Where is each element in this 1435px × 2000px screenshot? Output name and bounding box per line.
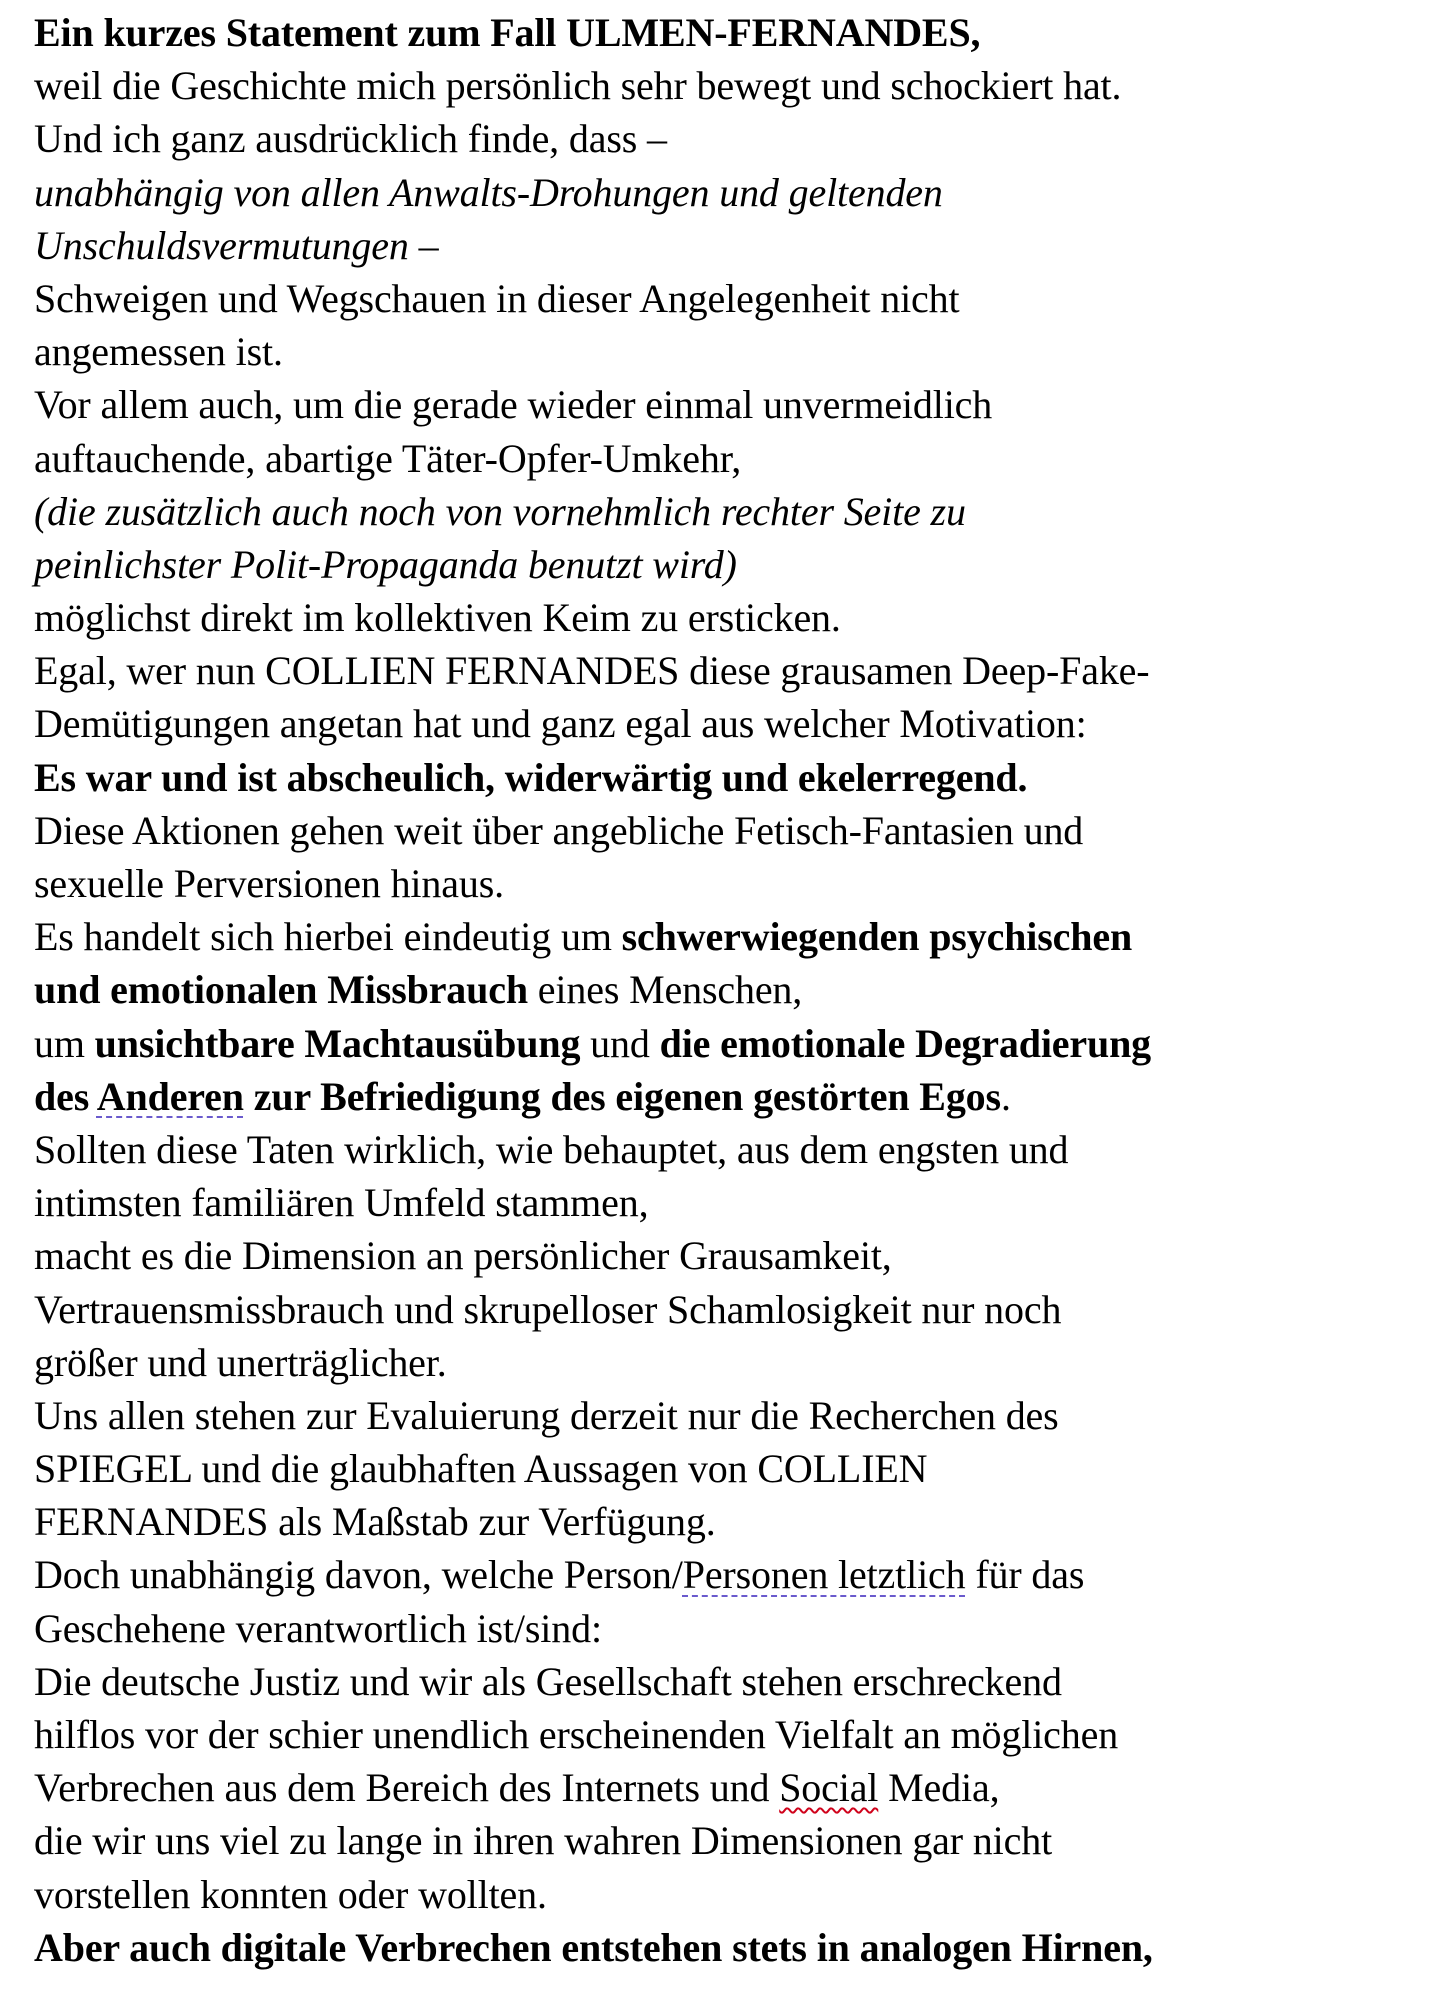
text-line: weil die Geschichte mich persönlich sehr bewegt und schockiert hat.: [34, 63, 1122, 109]
text-line: Geschehene verantwortlich ist/sind:: [34, 1605, 602, 1651]
document-title: Ein kurzes Statement zum Fall ULMEN-FERNANDES,: [34, 10, 981, 55]
text-line: die wir uns viel zu lange in ihren wahren Dimensionen gar nicht: [34, 1818, 1053, 1864]
text-line: FERNANDES als Maßstab zur Verfügung.: [34, 1499, 716, 1545]
text-line: intimsten familiären Umfeld stammen,: [34, 1180, 649, 1226]
bold-text-run: und emotionalen Missbrauch: [34, 967, 528, 1013]
text-line: [34, 1070, 1394, 1123]
text-line: Vertrauensmissbrauch und skrupelloser Schamlosigkeit nur noch: [34, 1286, 1062, 1332]
text-line: Egal, wer nun COLLIEN FERNANDES diese grausamen Deep-Fake-: [34, 648, 1150, 694]
text-run: für das: [965, 1552, 1085, 1598]
spelling-flagged-word[interactable]: Social: [779, 1765, 879, 1811]
text-line: SPIEGEL und die glaubhaften Aussagen von COLLIEN: [34, 1446, 928, 1492]
bold-text-run: des: [34, 1073, 97, 1119]
bold-text-run: schwerwiegenden psychischen: [621, 914, 1133, 960]
text-line: vorstellen konnten oder wollten.: [34, 1871, 547, 1917]
bold-text-line: Aber auch digitale Verbrechen entstehen stets in analogen Hirnen,: [34, 1924, 1153, 1970]
text-line: [34, 1548, 1394, 1601]
text-run: Verbrechen aus dem Bereich des Internets und: [34, 1765, 780, 1811]
grammar-flagged-word[interactable]: Anderen: [96, 1073, 244, 1119]
bold-text-run: zur Befriedigung des eigenen gestörten Egos: [243, 1073, 1001, 1119]
text-line: angemessen ist.: [34, 329, 283, 375]
grammar-flagged-phrase[interactable]: Personen letztlich: [682, 1552, 966, 1598]
document-body[interactable]: [34, 6, 1394, 1974]
text-run: Media,: [878, 1765, 1000, 1811]
text-line: Vor allem auch, um die gerade wieder einmal unvermeidlich: [34, 382, 993, 428]
text-run: Es handelt sich hierbei eindeutig um: [34, 914, 622, 960]
text-line: Demütigungen angetan hat und ganz egal aus welcher Motivation:: [34, 701, 1087, 747]
text-line: Die deutsche Justiz und wir als Gesellschaft stehen erschreckend: [34, 1658, 1062, 1704]
text-line: Uns allen stehen zur Evaluierung derzeit nur die Recherchen des: [34, 1392, 1059, 1438]
text-run: um: [34, 1020, 95, 1066]
text-line: sexuelle Perversionen hinaus.: [34, 861, 504, 906]
italic-text-line: Unschuldsvermutungen –: [34, 222, 439, 268]
text-line: Sollten diese Taten wirklich, wie behauptet, aus dem engsten und: [34, 1126, 1069, 1172]
text-line: macht es die Dimension an persönlicher Grausamkeit,: [34, 1233, 892, 1279]
text-line: [34, 1017, 1394, 1070]
text-line: auftauchende, abartige Täter-Opfer-Umkehr,: [34, 435, 742, 481]
text-run: .: [1000, 1073, 1011, 1119]
text-line: [34, 1761, 1394, 1814]
italic-text-line: peinlichster Polit-Propaganda benutzt wird): [34, 541, 737, 587]
bold-text-run: die emotionale Degradierung: [659, 1020, 1152, 1066]
italic-text-line: unabhängig von allen Anwalts-Drohungen und geltenden: [34, 169, 943, 215]
bold-text-run: unsichtbare Machtausübung: [94, 1020, 581, 1066]
text-line: Diese Aktionen gehen weit über angebliche Fetisch-Fantasien und: [34, 807, 1084, 853]
italic-text-line: (die zusätzlich auch noch von vornehmlich rechter Seite zu: [34, 488, 966, 534]
text-line: Und ich ganz ausdrücklich finde, dass –: [34, 116, 667, 162]
text-line: hilflos vor der schier unendlich erscheinenden Vielfalt an möglichen: [34, 1712, 1119, 1757]
text-line: größer und unerträglicher.: [34, 1339, 447, 1385]
text-run: und: [580, 1020, 660, 1066]
text-line: Schweigen und Wegschauen in dieser Angelegenheit nicht: [34, 275, 960, 321]
text-line: [34, 910, 1394, 963]
text-run: Doch unabhängig davon, welche Person/: [34, 1552, 683, 1598]
text-line: [34, 963, 1394, 1016]
text-run: eines Menschen,: [527, 967, 803, 1013]
bold-text-line: Es war und ist abscheulich, widerwärtig und ekelerregend.: [34, 754, 1028, 800]
text-line: möglichst direkt im kollektiven Keim zu ersticken.: [34, 595, 841, 641]
